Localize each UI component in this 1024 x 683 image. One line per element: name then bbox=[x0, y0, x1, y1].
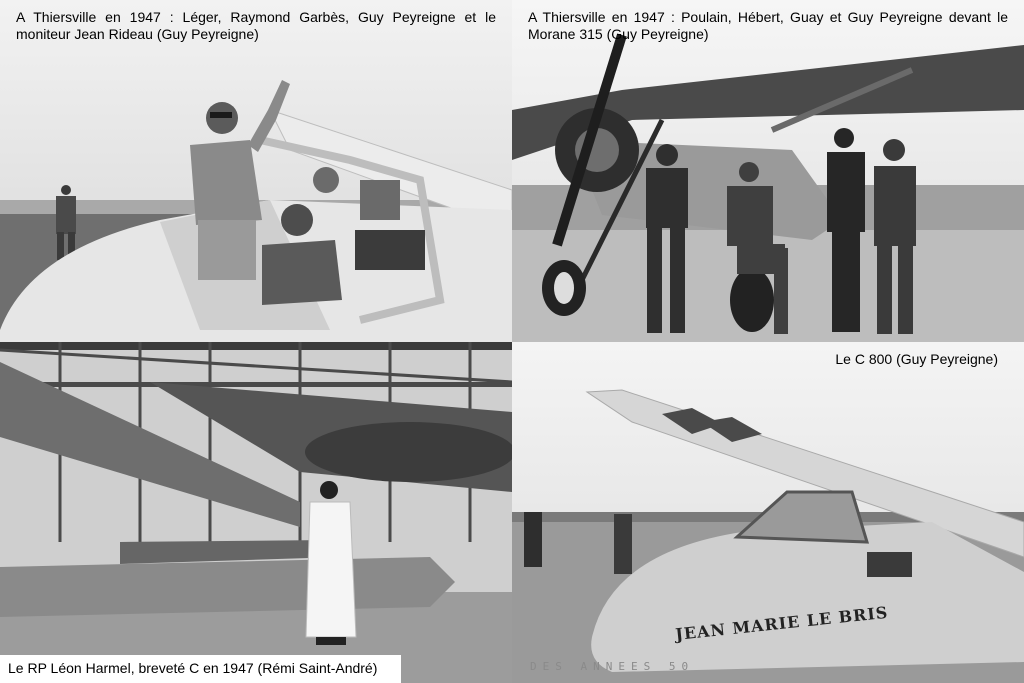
caption-bottom-left: Le RP Léon Harmel, breveté C en 1947 (Rémi Saint-André) bbox=[0, 655, 401, 683]
photo-c800-glider bbox=[512, 342, 1024, 683]
caption-bottom-right: Le C 800 (Guy Peyreigne) bbox=[835, 351, 998, 367]
photo-hangar-glider-image bbox=[0, 342, 512, 683]
fuselage-inscription: JEAN MARIE LE BRIS bbox=[674, 602, 890, 644]
photo-morane-315-image bbox=[512, 0, 1024, 342]
photo-c800-glider-image bbox=[512, 342, 1024, 683]
photo-glider-cockpit-image bbox=[0, 0, 512, 342]
caption-top-left: A Thiersville en 1947 : Léger, Raymond Garbès, Guy Peyreigne et le moniteur Jean Rideau (Guy Peyreigne) bbox=[16, 9, 496, 42]
caption-top-right: A Thiersville en 1947 : Poulain, Hébert, Guay et Guy Peyreigne devant le Morane 315 (Guy Peyreigne) bbox=[528, 9, 1008, 42]
photo-glider-cockpit bbox=[0, 0, 512, 342]
photo-hangar-glider bbox=[0, 342, 512, 683]
photo-morane-315 bbox=[512, 0, 1024, 342]
watermark-text: DES ANNEES 50 bbox=[530, 660, 695, 673]
